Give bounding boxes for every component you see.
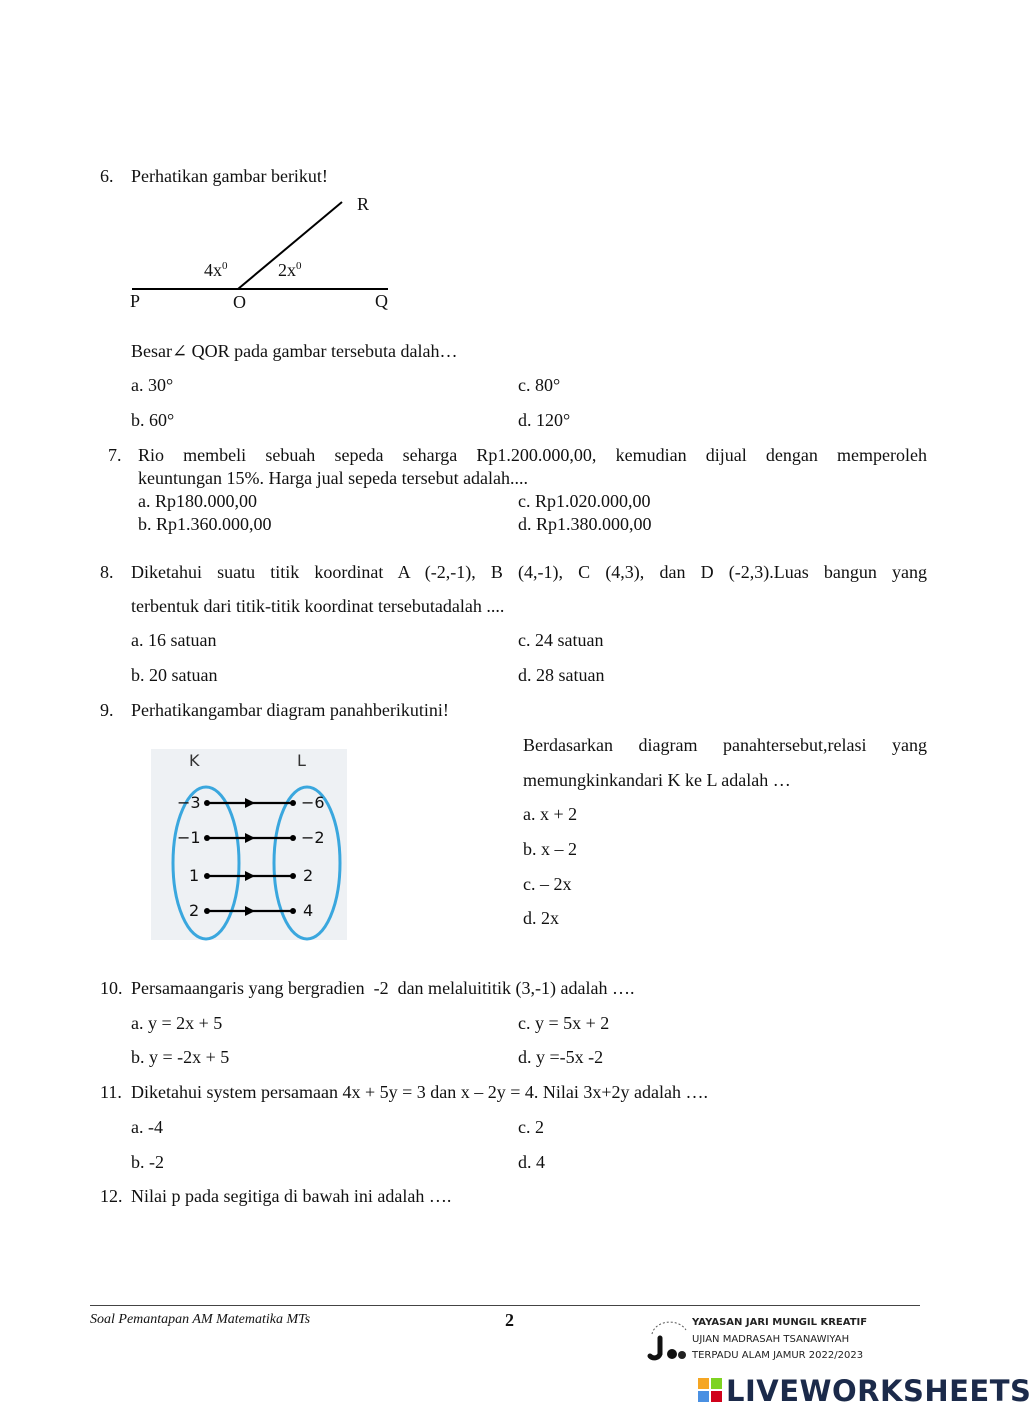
q10-option-b[interactable]: b. y = -2x + 5 bbox=[131, 1047, 230, 1067]
angle-right-label: $2x^0$ bbox=[278, 260, 302, 280]
org-exam: UJIAN MADRASAH TSANAWIYAH bbox=[692, 1334, 850, 1345]
q9-option-a[interactable]: a. x + 2 bbox=[523, 804, 578, 824]
label-q: Q bbox=[375, 291, 388, 311]
k-value: −3 bbox=[177, 793, 201, 812]
l-value: −2 bbox=[301, 828, 325, 847]
set-l-label: L bbox=[297, 751, 306, 770]
q6-option-c[interactable]: c. 80° bbox=[518, 375, 561, 395]
q7-number: 7. bbox=[108, 445, 122, 465]
q11-option-d[interactable]: d. 4 bbox=[518, 1152, 545, 1172]
q10-prompt: Persamaangaris yang bergradien -2 dan melaluititik (3,-1) adalah …. bbox=[131, 978, 635, 998]
q8-number: 8. bbox=[100, 562, 114, 582]
q9-option-c[interactable]: c. – 2x bbox=[523, 874, 572, 894]
q11-option-b[interactable]: b. -2 bbox=[131, 1152, 164, 1172]
q9-text2: memungkinkandari K ke L adalah … bbox=[523, 770, 791, 790]
q6-prompt: Perhatikan gambar berikut! bbox=[131, 166, 328, 186]
arrow-diagram bbox=[151, 749, 347, 940]
l-value: −6 bbox=[301, 793, 325, 812]
org-name: YAYASAN JARI MUNGIL KREATIF bbox=[692, 1317, 868, 1328]
q6-number: 6. bbox=[100, 166, 114, 186]
q6-option-d[interactable]: d. 120° bbox=[518, 410, 571, 430]
q7-line2: keuntungan 15%. Harga jual sepeda tersebut adalah.... bbox=[138, 468, 529, 488]
page-number: 2 bbox=[505, 1310, 514, 1330]
k-value: −1 bbox=[177, 828, 201, 847]
l-value: 2 bbox=[303, 866, 314, 885]
k-value: 2 bbox=[189, 901, 200, 920]
school-logo-icon bbox=[646, 1316, 692, 1366]
q8-option-b[interactable]: b. 20 satuan bbox=[131, 665, 218, 685]
q8-option-c[interactable]: c. 24 satuan bbox=[518, 630, 604, 650]
q10-number: 10. bbox=[100, 978, 123, 998]
liveworksheets-watermark: LIVEWORKSHEETS bbox=[726, 1374, 1031, 1408]
q9-prompt: Perhatikangambar diagram panahberikutini! bbox=[131, 700, 449, 720]
q12-number: 12. bbox=[100, 1186, 123, 1206]
angle-left-label: $4x^0$ bbox=[204, 260, 228, 280]
q8-line1: Diketahui suatu titik koordinat A (-2,-1), B (4,-1), C (4,3), dan D (-2,3).Luas bangun yang bbox=[131, 562, 927, 582]
q7-line1: Rio membeli sebuah sepeda seharga Rp1.200.000,00, kemudian dijual dengan memperoleh bbox=[138, 445, 927, 465]
q7-option-a[interactable]: a. Rp180.000,00 bbox=[138, 491, 257, 511]
q9-number: 9. bbox=[100, 700, 114, 720]
q11-option-c[interactable]: c. 2 bbox=[518, 1117, 544, 1137]
q7-option-c[interactable]: c. Rp1.020.000,00 bbox=[518, 491, 651, 511]
q7-option-b[interactable]: b. Rp1.360.000,00 bbox=[138, 514, 272, 534]
q6-option-b[interactable]: b. 60° bbox=[131, 410, 175, 430]
q11-option-a[interactable]: a. -4 bbox=[131, 1117, 163, 1137]
l-value: 4 bbox=[303, 901, 314, 920]
label-o: O bbox=[233, 292, 246, 312]
q10-option-a[interactable]: a. y = 2x + 5 bbox=[131, 1013, 223, 1033]
q12-prompt: Nilai p pada segitiga di bawah ini adalah …. bbox=[131, 1186, 452, 1206]
q6-option-a[interactable]: a. 30° bbox=[131, 375, 174, 395]
q11-prompt: Diketahui system persamaan 4x + 5y = 3 dan x – 2y = 4. Nilai 3x+2y adalah …. bbox=[131, 1082, 708, 1102]
q8-option-d[interactable]: d. 28 satuan bbox=[518, 665, 605, 685]
q9-option-d[interactable]: d. 2x bbox=[523, 908, 559, 928]
q8-line2: terbentuk dari titik-titik koordinat tersebutadalah .... bbox=[131, 596, 505, 616]
org-school-year: TERPADU ALAM JAMUR 2022/2023 bbox=[692, 1350, 864, 1361]
q6-question: Besar∠ QOR pada gambar tersebuta dalah… bbox=[131, 341, 458, 361]
label-r: R bbox=[357, 194, 370, 214]
set-k-label: K bbox=[189, 751, 200, 770]
footer-course-title: Soal Pemantapan AM Matematika MTs bbox=[90, 1312, 311, 1327]
q8-option-a[interactable]: a. 16 satuan bbox=[131, 630, 217, 650]
q11-number: 11. bbox=[100, 1082, 122, 1102]
label-p: P bbox=[130, 291, 141, 311]
k-value: 1 bbox=[189, 866, 200, 885]
q9-text1: Berdasarkan diagram panahtersebut,relasi yang bbox=[523, 735, 927, 755]
q9-option-b[interactable]: b. x – 2 bbox=[523, 839, 577, 859]
q7-option-d[interactable]: d. Rp1.380.000,00 bbox=[518, 514, 652, 534]
liveworksheets-logo-icon bbox=[698, 1378, 722, 1402]
q10-option-c[interactable]: c. y = 5x + 2 bbox=[518, 1013, 610, 1033]
q10-option-d[interactable]: d. y =-5x -2 bbox=[518, 1047, 604, 1067]
footer-divider bbox=[90, 1305, 920, 1306]
